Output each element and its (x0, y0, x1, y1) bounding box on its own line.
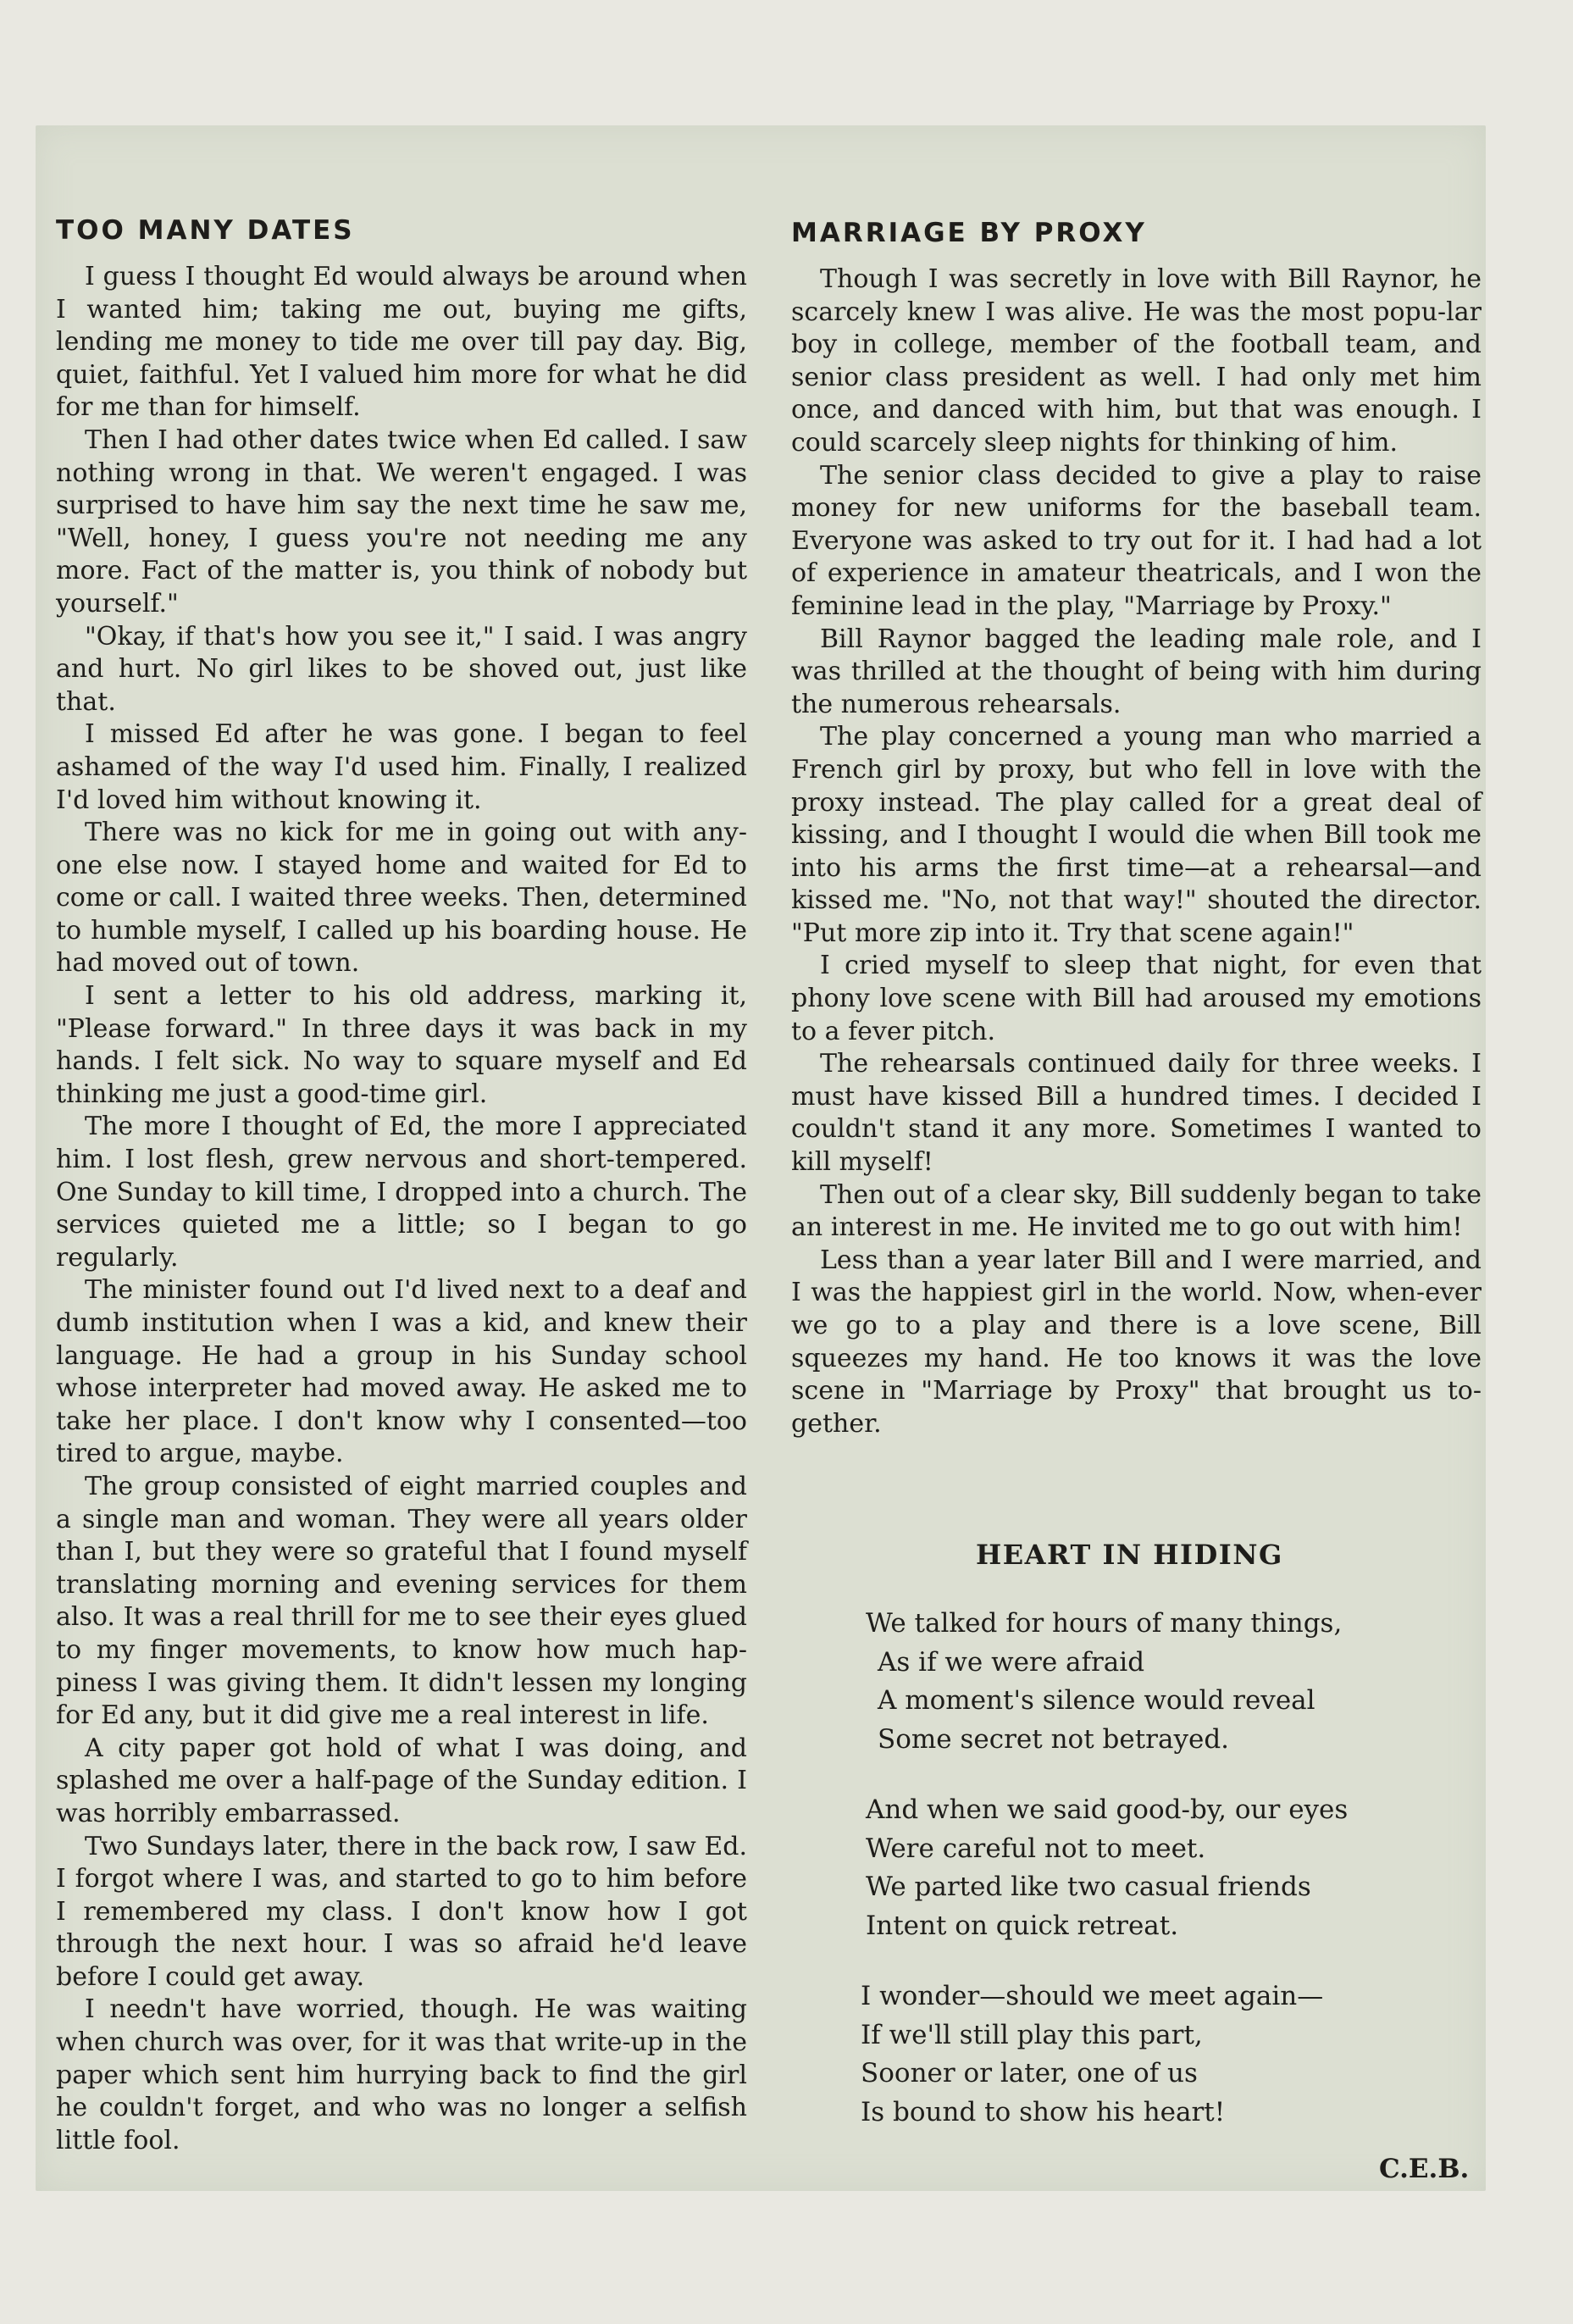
story-too-many-dates (56, 215, 747, 2157)
story-paragraph: The senior class decided to give a play to raise money for new uniforms for the baseball team. Everyone was asked to try out for it. I had had a lot of experience in amateur theatricals, and I won the feminine lead in the play, "Marriage by Proxy." (791, 460, 1482, 621)
poem-line: Were careful not to meet. (866, 1833, 1206, 1864)
poem-line: As if we were afraid (878, 1646, 1145, 1678)
story-paragraph: The minister found out I'd lived next to a deaf and dumb institution when I was a kid, and knew their language. He had a group in his Sunday school whose interpreter had moved away. He asked me to take her place. I don't know why I consented—too tired to argue, maybe. (56, 1275, 747, 1469)
poem-heart-in-hiding (861, 1605, 1442, 2164)
story-paragraph: The more I thought of Ed, the more I appreciated him. I lost flesh, grew nervous and short-tempered. One Sunday to kill time, I dropped into a church. The services quieted me a little; so I began to go regularly. (56, 1112, 747, 1273)
story-paragraph: I sent a letter to his old address, marking it, "Please forward." In three days it was back in my hands. I felt sick. No way to square myself and Ed thinking me just a good-time girl. (56, 981, 747, 1109)
story-paragraph: Though I was secretly in love with Bill Raynor, he scarcely knew I was alive. He was the most popu-lar boy in college, member of the football team, and senior class president as well. I had only met him once, and danced with him, but that was enough. I could scarcely sleep nights for thinking of him. (791, 264, 1482, 458)
story-paragraph: A city paper got hold of what I was doing, and splashed me over a half-page of the Sunday edition. I was horribly embarrassed. (56, 1733, 747, 1828)
poem-line: I wonder—should we meet again— (861, 1981, 1324, 2011)
poem-stanza (866, 1605, 1442, 1759)
story-paragraph: Bill Raynor bagged the leading male role, and I was thrilled at the thought of being with him during the numerous rehearsals. (791, 624, 1482, 719)
story-paragraph: Then out of a clear sky, Bill suddenly began to take an interest in me. He invited me to go out with him! (791, 1179, 1482, 1243)
story-paragraph: I cried myself to sleep that night, for even that phony love scene with Bill had aroused my emotions to a fever pitch. (791, 951, 1482, 1046)
poem-line: A moment's silence would reveal (878, 1685, 1315, 1716)
poem-line: Some secret not betrayed. (878, 1723, 1230, 1755)
poem-line: Intent on quick retreat. (866, 1910, 1179, 1941)
poem-line: Sooner or later, one of us (861, 2058, 1198, 2088)
story-paragraph: Then I had other dates twice when Ed called. I saw nothing wrong in that. We weren't engaged. I was surprised to have him say the next time he saw me, "Well, honey, I guess you're not needing me any more. Fact of the matter is, you think of nobody but yourself." (56, 424, 747, 618)
story-paragraph: I missed Ed after he was gone. I began to feel ashamed of the way I'd used him. Finally, I realized I'd loved him without knowing it. (56, 719, 747, 815)
story-paragraph: Less than a year later Bill and I were married, and I was the happiest girl in the world. Now, when-ever we go to a play and there is a love scene, Bill squeezes my hand. He too knows it was the love scene in "Marriage by Proxy" that brought us to-gether. (791, 1245, 1482, 1439)
story-paragraph: I guess I thought Ed would always be around when I wanted him; taking me out, buying me gifts, lending me money to tide me over till pay day. Big, quiet, faithful. Yet I valued him more for what he did for me than for himself. (56, 262, 747, 423)
story-paragraph: I needn't have worried, though. He was waiting when church was over, for it was that write-up in the paper which sent him hurrying back to find the girl he couldn't forget, and who was no longer a selfish little fool. (56, 1994, 747, 2155)
story-marriage-by-proxy (791, 218, 1482, 1440)
poem-line: Is bound to show his heart! (861, 2096, 1226, 2127)
poem-line: If we'll still play this part, (861, 2019, 1203, 2050)
poem-stanza (866, 1791, 1442, 1945)
story-paragraph: The play concerned a young man who married a French girl by proxy, but who fell in love with the proxy instead. The play called for a great deal of kissing, and I thought I would die when Bill took me into his arms the first time—at a rehearsal—and kissed me. "No, not that way!" shouted the director. "Put more zip into it. Try that scene again!" (791, 722, 1482, 948)
story-paragraph: "Okay, if that's how you see it," I said. I was angry and hurt. No girl likes to be shoved out, just like that. (56, 621, 747, 717)
story-paragraph: The group consisted of eight married couples and a single man and woman. They were all years older than I, but they were so grateful that I found myself translating morning and evening services for them also. It was a real thrill for me to see their eyes glued to my finger movements, to know how much hap-piness I was giving them. It didn't lessen my longing for Ed any, but it did give me a real interest in life. (56, 1471, 747, 1731)
poem-line: And when we said good-by, our eyes (866, 1794, 1349, 1825)
story-title: TOO MANY DATES (56, 215, 355, 246)
poem-line: We parted like two casual friends (866, 1872, 1311, 1902)
story-title: MARRIAGE BY PROXY (791, 218, 1147, 248)
poem-title: HEART IN HIDING (976, 1539, 1283, 1571)
poem-stanza (861, 1977, 1442, 2132)
story-paragraph: The rehearsals continued daily for three weeks. I must have kissed Bill a hundred times. I decided I couldn't stand it any more. Sometimes I wanted to kill myself! (791, 1049, 1482, 1178)
poem-line: We talked for hours of many things, (866, 1608, 1343, 1639)
story-paragraph: There was no kick for me in going out with any-one else now. I stayed home and waited for Ed to come or call. I waited three weeks. Then, determined to humble myself, I called up his boarding house. He had moved out of town. (56, 818, 747, 979)
story-paragraph: Two Sundays later, there in the back row, I saw Ed. I forgot where I was, and started to go to him before I remembered my class. I don't know how I got through the next hour. I was so afraid he'd leave before I could get away. (56, 1831, 747, 1992)
poem-signature: C.E.B. (1379, 2154, 1470, 2184)
